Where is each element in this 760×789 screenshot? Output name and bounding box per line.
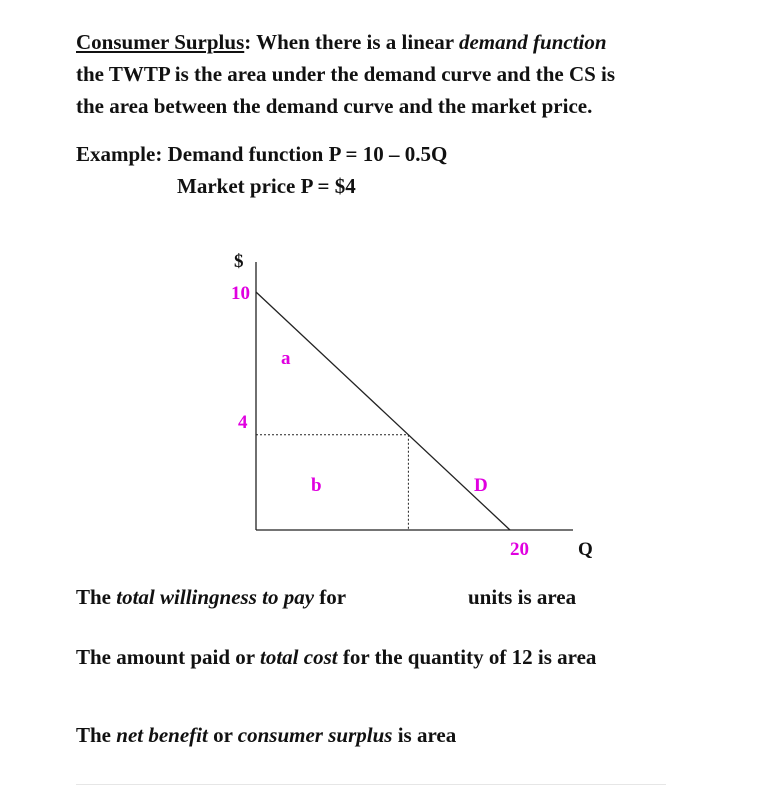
consumer-surplus-term: Consumer Surplus [76,30,245,54]
demand-function-emphasis: demand function [458,30,607,54]
q2-pre: The amount paid or [76,645,260,669]
demand-curve-label: D [474,475,488,496]
net-benefit-emphasis: net benefit [116,723,208,747]
demand-curve [256,292,510,530]
page-divider [76,784,666,785]
price-tick-label: 4 [238,412,248,433]
x-max-label: 20 [510,539,529,560]
x-axis-symbol: Q [578,539,593,560]
q1-post: for [314,585,347,609]
q3-post: is area [392,723,457,747]
example-line-2: Market price P = $4 [177,174,356,198]
q2-post: for the quantity of 12 is area [337,645,597,669]
question-total-cost [76,644,596,670]
intro-line-2: the TWTP is the area under the demand curve and the CS is [76,62,616,86]
q3-pre: The [76,723,117,747]
question-twtp [76,584,346,610]
y-axis-symbol: $ [234,251,244,272]
question-twtp-tail: units is area [468,585,577,609]
intro-text-1: When there is a linear [251,30,459,54]
example-line-1: Example: Demand function P = 10 – 0.5Q [76,142,448,166]
question-consumer-surplus [76,722,456,748]
twtp-emphasis: total willingness to pay [116,585,315,609]
consumer-surplus-emphasis: consumer surplus [237,723,393,747]
area-a-label: a [281,348,291,369]
area-b-label: b [311,475,322,496]
q1-pre: The [76,585,117,609]
total-cost-emphasis: total cost [260,645,338,669]
intro-line-3: the area between the demand curve and the market price. [76,94,593,118]
q3-mid: or [207,723,238,747]
intro-colon: : [244,30,252,54]
y-max-label: 10 [231,283,250,304]
